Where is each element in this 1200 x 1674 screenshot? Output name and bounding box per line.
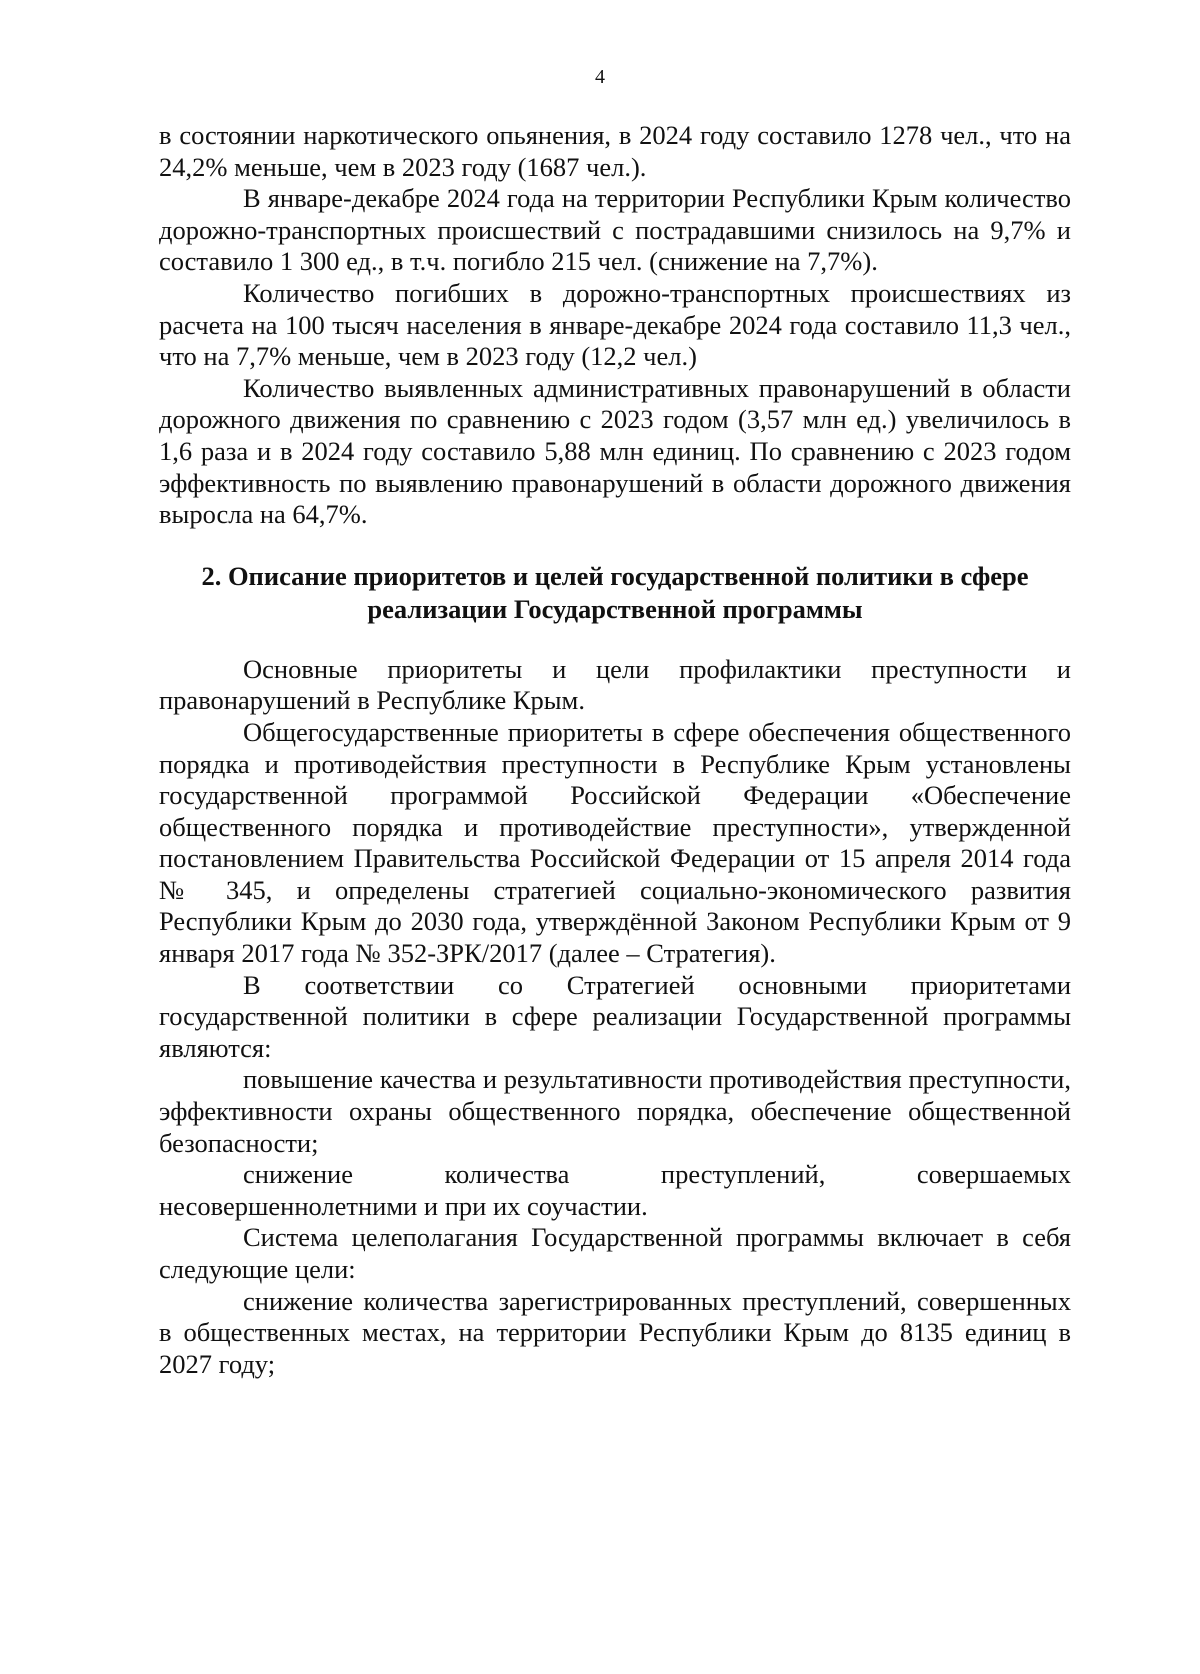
paragraph-strategy-priorities: В соответствии со Стратегией основными приоритетами государственной политики в сфере реализации Государственной программы являются: bbox=[159, 969, 1071, 1063]
paragraph-continuation: в состоянии наркотического опьянения, в 2024 году составило 1278 чел., что на 24,2% меньше, чем в 2023 году (1687 чел.). bbox=[159, 120, 1071, 182]
list-item-goal-1: снижение количества зарегистрированных преступлений, совершенных в общественных местах, на территории Республики Крым до 8135 единиц в 2027 году; bbox=[159, 1285, 1071, 1379]
list-item-priority-1: повышение качества и результативности противодействия преступности, эффективности охраны общественного порядка, обеспечение общественной безопасности; bbox=[159, 1064, 1071, 1158]
paragraph-fatalities-rate: Количество погибших в дорожно-транспортных происшествиях из расчета на 100 тысяч населения в январе-декабре 2024 года составило 11,3 чел., что на 7,7% меньше, чем в 2023 году (12,2 чел.) bbox=[159, 277, 1071, 372]
paragraph-traffic-violations: Количество выявленных административных правонарушений в области дорожного движения по сравнению с 2023 годом (3,57 млн ед.) увеличилось в 1,6 раза и в 2024 году составило 5,88 млн единиц. По сравнению с 2023 годом эффективность по выявлению правонарушений в области дорожного движения выросла на 64,7%. bbox=[159, 372, 1071, 530]
document-body bbox=[159, 120, 1071, 1380]
paragraph-goal-system: Система целеполагания Государственной программы включает в себя следующие цели: bbox=[159, 1222, 1071, 1284]
paragraph-road-accidents: В январе-декабре 2024 года на территории Республики Крым количество дорожно-транспортных происшествий с пострадавшими снизилось на 9,7% и составило 1 300 ед., в т.ч. погибло 215 чел. (снижение на 7,7%). bbox=[159, 183, 1071, 277]
paragraph-main-priorities: Основные приоритеты и цели профилактики преступности и правонарушений в Республике Крым. bbox=[159, 653, 1071, 716]
list-item-priority-2: снижение количества преступлений, совершаемых несовершеннолетними и при их соучастии. bbox=[159, 1159, 1071, 1221]
paragraph-national-priorities: Общегосударственные приоритеты в сфере обеспечения общественного порядка и противодействия преступности в Республике Крым установлены государственной программой Российской Федерации «Обеспечение общественного порядка и противодействие преступности», утвержденной постановлением Правительства Российской Федерации от 15 апреля 2014 года № 345, и определены стратегией социально-экономического развития Республики Крым до 2030 года, утверждённой Законом Республики Крым от 9 января 2017 года № 352-ЗРК/2017 (далее – Стратегия). bbox=[159, 716, 1071, 969]
page-number: 4 bbox=[595, 66, 605, 88]
section-heading: 2. Описание приоритетов и целей государственной политики в сфере реализации Государственной программы bbox=[201, 560, 1029, 624]
